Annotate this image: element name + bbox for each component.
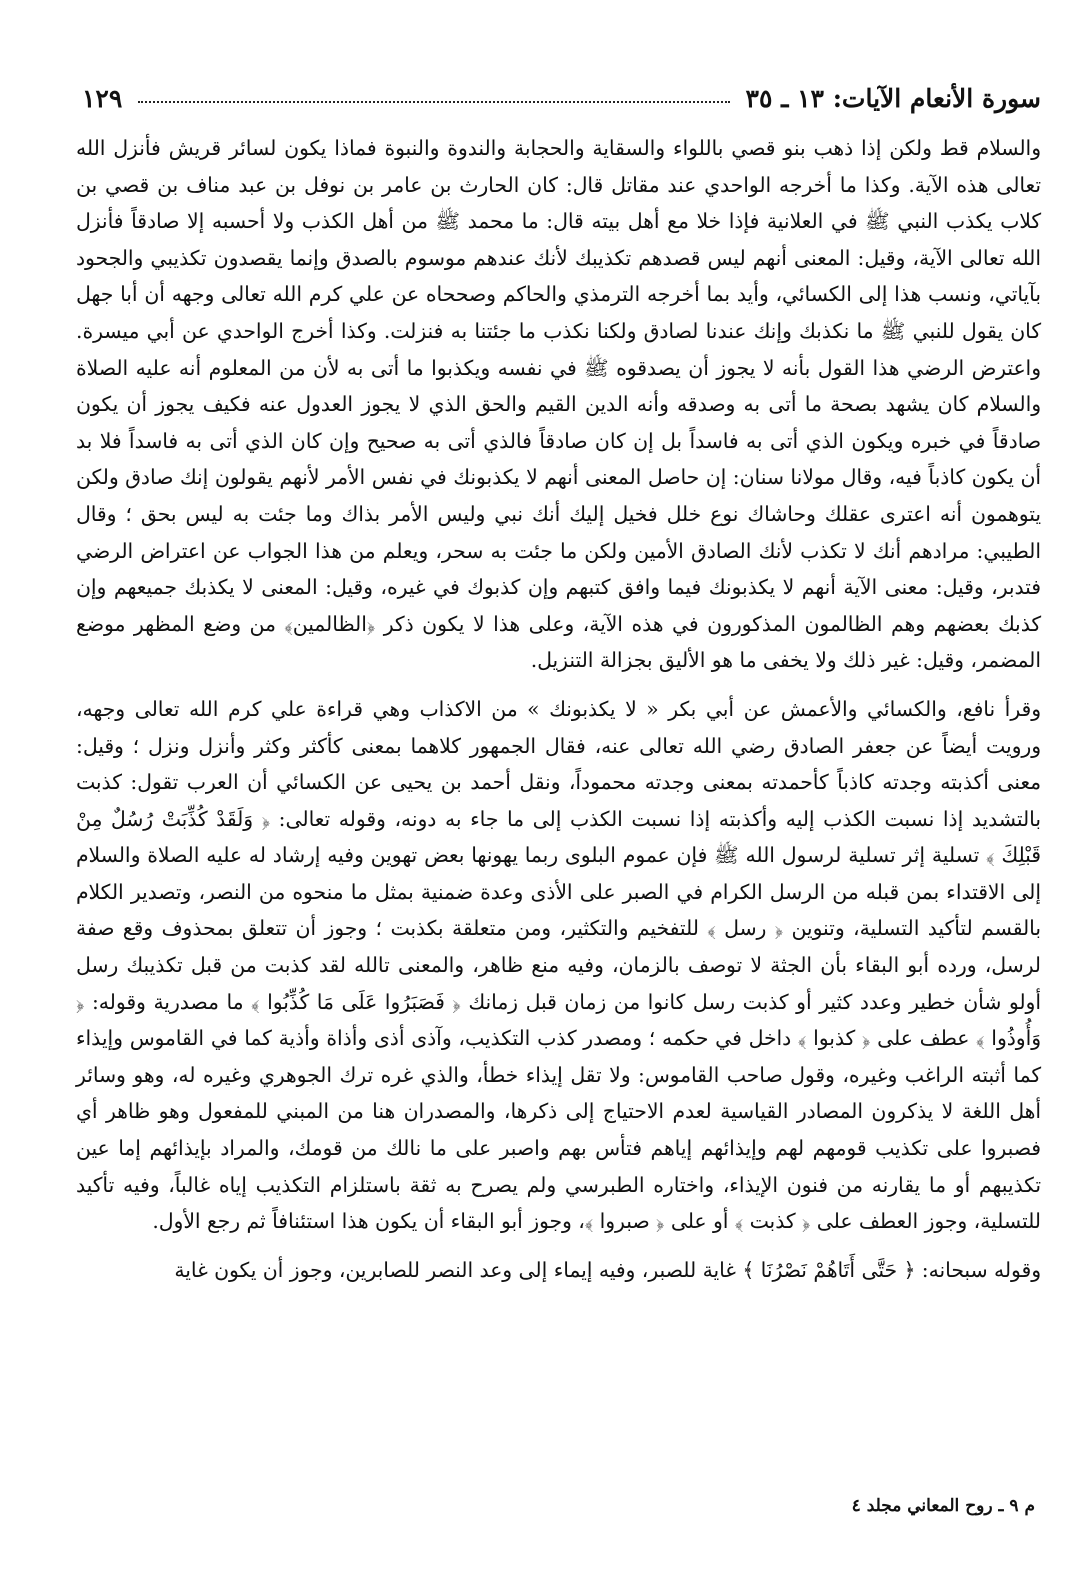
dotted-leader (138, 101, 729, 103)
paragraph-1: والسلام قط ولكن إذا ذهب بنو قصي باللواء والسقاية والحجابة والندوة والنبوة فماذا يكون لسائر قريش فأنزل الله تعالى هذه الآية. وكذا ما أخرجه الواحدي عند مقاتل قال: كان الحارث بن عامر بن نوفل بن عبد مناف بن قصي بن كلاب يكذب النبي ﷺ في العلانية فإذا خلا مع أهل بيته قال: ما محمد ﷺ من أهل الكذب ولا أحسبه إلا صادقاً فأنزل الله تعالى الآية، وقيل: المعنى أنهم ليس قصدهم تكذيبك لأنك عندهم موسوم بالصدق وإنما يقصدون تكذيبي والجحود بآياتي، ونسب هذا إلى الكسائي، وأيد بما أخرجه الترمذي والحاكم وصححاه عن علي كرم الله تعالى وجهه أن أبا جهل كان يقول للنبي ﷺ ما نكذبك وإنك عندنا لصادق ولكنا نكذب ما جئتنا به فنزلت. وكذا أخرج الواحدي عن أبي ميسرة. واعترض الرضي هذا القول بأنه لا يجوز أن يصدقوه ﷺ في نفسه ويكذبوا ما أتى به لأن من المعلوم أنه عليه الصلاة والسلام كان يشهد بصحة ما أتى به وصدقه وأنه الدين القيم والحق الذي لا يجوز العدول عنه فكيف يجوز أن يكون صادقاً في خبره ويكون الذي أتى به فاسداً بل إن كان صادقاً فالذي أتى به صحيح وإن كان الذي أتى به فاسداً فلا بد أن يكون كاذباً فيه، وقال مولانا سنان: إن حاصل المعنى أنهم لا يكذبونك في نفس الأمر لأنهم يقولون إنك صادق ولكن يتوهمون أنه اعترى عقلك وحاشاك نوع خلل فخيل إليك أنك نبي وليس الأمر بذاك وما جئت به ليس بحق ؛ وقال الطيبي: مرادهم أنك لا تكذب لأنك الصادق الأمين ولكن ما جئت به سحر، ويعلم من هذا الجواب عن اعتراض الرضي فتدبر، وقيل: معنى الآية أنهم لا يكذبونك فيما وافق كتبهم وإن كذبوك في غيره، وقيل: المعنى لا يكذبك جميعهم وإن كذبك بعضهم وهم الظالمون المذكورون في هذه الآية، وعلى هذا لا يكون ذكر ﴿الظالمين﴾ من وضع المظهر موضع المضمر، وقيل: غير ذلك ولا يخفى ما هو الأليق بجزالة التنزيل. (76, 136, 1041, 673)
signature-mark: م ٩ ـ روح المعاني مجلد ٤ (851, 1496, 1035, 1516)
page-number: ١٢٩ (82, 83, 123, 113)
main-text (76, 130, 1041, 1288)
paragraph-2: وقرأ نافع، والكسائي والأعمش عن أبي بكر « لا يكذبونك » من الاكذاب وهي قراءة علي كرم الله تعالى وجهه، ورويت أيضاً عن جعفر الصادق رضي الله تعالى عنه، فقال الجمهور كلاهما بمعنى كأكثر وكثر وأنزل ونزل ؛ وقيل: معنى أكذبته وجدته كاذباً كأحمدته بمعنى وجدته محموداً، ونقل أحمد بن يحيى عن الكسائي أن العرب تقول: كذبت بالتشديد إذا نسبت الكذب إليه وأكذبته إذا نسبت الكذب إلى ما جاء به دونه، وقوله تعالى: ﴿ وَلَقَدْ كُذِّبَتْ رُسُلٌ مِنْ قَبْلِكَ ﴾ تسلية إثر تسلية لرسول الله ﷺ فإن عموم البلوى ربما يهونها بعض تهوين وفيه إرشاد له عليه الصلاة والسلام إلى الاقتداء بمن قبله من الرسل الكرام في الصبر على الأذى وعدة ضمنية بمثل ما منحوه من النصر، وتصدير الكلام بالقسم لتأكيد التسلية، وتنوين ﴿ رسل ﴾ للتفخيم والتكثير، ومن متعلقة بكذبت ؛ وجوز أن تتعلق بمحذوف وقع صفة لرسل، ورده أبو البقاء بأن الجثة لا توصف بالزمان، وفيه منع ظاهر، والمعنى تالله لقد كذبت من قبل تكذيبك رسل أولو شأن خطير وعدد كثير أو كذبت رسل كانوا من زمان قبل زمانك ﴿ فَصَبَرُوا عَلَى مَا كُذِّبُوا ﴾ ما مصدرية وقوله: ﴿ وَأُوذُوا ﴾ عطف على ﴿ كذبوا ﴾ داخل في حكمه ؛ ومصدر كذب التكذيب، وآذى أذى وأذاة وأذية كما في القاموس وإيذاء كما أثبته الراغب وغيره، وقول صاحب القاموس: ولا تقل إيذاء خطأ، والذي غره ترك الجوهري وغيره له، وهو وسائر أهل اللغة لا يذكرون المصادر القياسية لعدم الاحتياج إلى ذكرها، والمصدران هنا من المبني للمفعول وهو ظاهر أي فصبروا على تكذيب قومهم لهم وإيذائهم إياهم فتأس بهم واصبر على ما نالك من قومك، والمراد بإيذائهم إما عين تكذيبهم أو ما يقارنه من فنون الإيذاء، واختاره الطبرسي ولم يصرح به ثقة باستلزام التكذيب إياه غالباً، وفيه تأكيد للتسلية، وجوز العطف على ﴿ كذبت ﴾ أو على ﴿ صبروا ﴾، وجوز أبو البقاء أن يكون هذا استئنافاً ثم رجع الأول. (76, 696, 1041, 1234)
paragraph-3: وقوله سبحانه: ﴿ حَتَّى أَتَاهُمْ نَصْرُنَا ﴾ غاية للصبر، وفيه إيماء إلى وعد النصر للصابرين، وجوز أن يكون غاية (174, 1257, 1041, 1282)
running-title: سورة الأنعام الآيات: ١٣ ـ ٣٥ (745, 83, 1041, 113)
page-header (82, 78, 1041, 118)
